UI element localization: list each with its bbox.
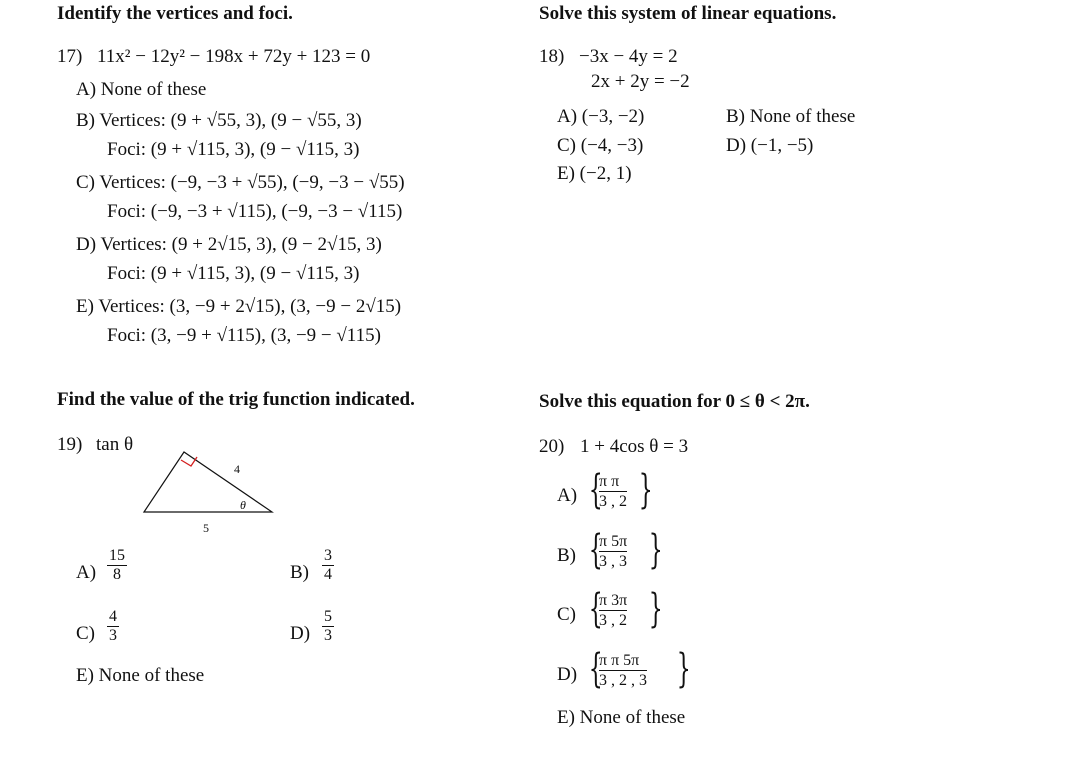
- answer-option-b: B) None of these: [726, 106, 856, 127]
- answer-option-c-label: C): [557, 604, 576, 625]
- set-denominators: 3 , 2: [599, 612, 627, 629]
- question-equation: 1 + 4cos θ = 3: [580, 436, 689, 457]
- set-contents: [599, 532, 627, 571]
- right-brace: }: [676, 646, 691, 692]
- question-prompt: tan θ: [96, 434, 134, 455]
- answer-option-e: E) None of these: [557, 707, 686, 728]
- set-contents: [599, 472, 627, 511]
- section-heading-linear-system: Solve this system of linear equations.: [539, 3, 837, 24]
- answer-option-b-label: B): [557, 545, 576, 566]
- answer-option-a-label: A): [557, 485, 578, 506]
- answer-option-c-set: [585, 586, 665, 633]
- question-number: 19): [57, 434, 83, 455]
- answer-option-d: D) (−1, −5): [726, 135, 814, 156]
- fraction-numerator: 3: [324, 547, 332, 564]
- answer-option-e-vertices: E) Vertices: (3, −9 + 2√15), (3, −9 − 2√15): [76, 296, 402, 317]
- right-brace: }: [638, 467, 653, 513]
- answer-option-a: A) None of these: [76, 79, 207, 100]
- fraction-numerator: 5: [324, 608, 332, 625]
- answer-option-e-foci: Foci: (3, −9 + √115), (3, −9 − √115): [107, 325, 381, 346]
- fraction-denominator: 4: [324, 565, 332, 583]
- question-equation: 11x² − 12y² − 198x + 72y + 123 = 0: [97, 46, 371, 67]
- set-contents: [599, 591, 627, 630]
- answer-option-d-label: D): [557, 664, 578, 685]
- section-heading-trig-equation: Solve this equation for 0 ≤ θ < 2π.: [539, 391, 810, 412]
- question-number: 17): [57, 46, 83, 67]
- side-label-base: 5: [203, 521, 209, 535]
- fraction-denominator: 3: [324, 626, 332, 644]
- answer-option-d-foci: Foci: (9 + √115, 3), (9 − √115, 3): [107, 263, 360, 284]
- fraction-denominator: 8: [113, 565, 121, 583]
- answer-option-d-set: [585, 646, 695, 693]
- right-triangle-diagram: [140, 448, 280, 520]
- section-heading-trig-function: Find the value of the trig function indicated.: [57, 389, 415, 410]
- answer-option-d-label: D): [290, 623, 311, 644]
- answer-option-a: A) (−3, −2): [557, 106, 645, 127]
- answer-option-c-fraction: [107, 608, 119, 645]
- set-contents: [599, 651, 647, 690]
- answer-option-e: E) None of these: [76, 665, 205, 686]
- answer-option-d-vertices: D) Vertices: (9 + 2√15, 3), (9 − 2√15, 3): [76, 234, 382, 255]
- answer-option-c-label: C): [76, 623, 95, 644]
- answer-option-a-label: A): [76, 562, 97, 583]
- answer-option-b-set: [585, 527, 665, 574]
- answer-option-c-vertices: C) Vertices: (−9, −3 + √55), (−9, −3 − √55): [76, 172, 405, 193]
- answer-option-d-fraction: [322, 608, 334, 645]
- left-brace: {: [588, 527, 603, 573]
- right-brace: }: [648, 527, 663, 573]
- answer-option-c-foci: Foci: (−9, −3 + √115), (−9, −3 − √115): [107, 201, 403, 222]
- equation-2: 2x + 2y = −2: [591, 71, 690, 92]
- answer-option-b-fraction: [322, 547, 334, 584]
- side-label-hypotenuse: 4: [234, 462, 240, 476]
- answer-option-b-vertices: B) Vertices: (9 + √55, 3), (9 − √55, 3): [76, 110, 362, 131]
- fraction-numerator: 4: [109, 608, 117, 625]
- set-numerators: π π: [599, 472, 627, 492]
- set-denominators: 3 , 2: [599, 493, 627, 510]
- answer-option-c: C) (−4, −3): [557, 135, 644, 156]
- set-numerators: π 5π: [599, 533, 628, 550]
- fraction-numerator: 15: [109, 547, 125, 564]
- angle-label-theta: θ: [240, 498, 246, 512]
- fraction-denominator: 3: [109, 626, 117, 644]
- left-brace: {: [588, 586, 603, 632]
- left-brace: {: [588, 467, 603, 513]
- equation-1: −3x − 4y = 2: [579, 46, 678, 67]
- question-number: 20): [539, 436, 565, 457]
- section-heading-vertices-foci: Identify the vertices and foci.: [57, 3, 293, 24]
- right-brace: }: [648, 586, 663, 632]
- triangle-outline: [144, 452, 272, 512]
- set-numerators: π π 5π: [599, 651, 647, 671]
- set-numerators: π 3π: [599, 592, 628, 609]
- answer-option-a-set: [585, 467, 655, 514]
- question-number: 18): [539, 46, 565, 67]
- set-denominators: 3 , 3: [599, 553, 627, 570]
- set-denominators: 3 , 2 , 3: [599, 672, 647, 689]
- left-brace: {: [588, 646, 603, 692]
- answer-option-b-foci: Foci: (9 + √115, 3), (9 − √115, 3): [107, 139, 360, 160]
- right-angle-marker: [181, 457, 197, 466]
- answer-option-b-label: B): [290, 562, 309, 583]
- answer-option-e: E) (−2, 1): [557, 163, 632, 184]
- answer-option-a-fraction: [107, 547, 127, 584]
